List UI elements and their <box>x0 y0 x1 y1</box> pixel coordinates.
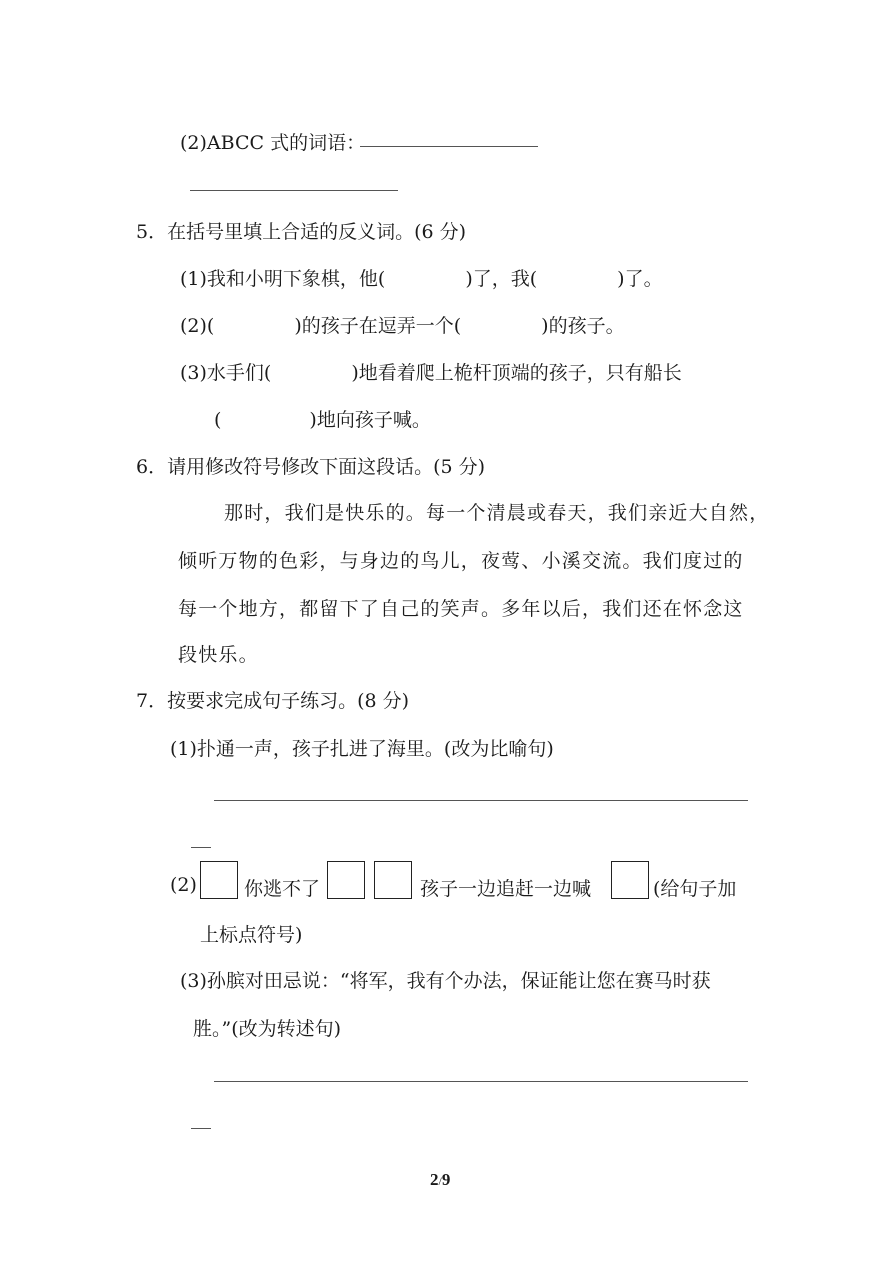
q7-sub1-answer-line[interactable] <box>214 800 748 801</box>
q7-title: 7．按要求完成句子练习。(8 分) <box>136 690 410 712</box>
q5-s2-part3: )的孩子。 <box>541 315 625 337</box>
q5-s3-part2: )地看着爬上桅杆顶端的孩子，只有船长 <box>351 362 682 384</box>
q7-sub3-line1: (3)孙膑对田忌说：“将军，我有个办法，保证能让您在赛马时获 <box>180 970 711 992</box>
punctuation-box-1[interactable] <box>200 861 238 899</box>
q5-s2-part2: )的孩子在逗弄一个( <box>294 315 462 337</box>
q5-title: 5．在括号里填上合适的反义词。(6 分) <box>136 221 467 243</box>
page-number <box>430 1170 450 1190</box>
punctuation-box-3[interactable] <box>374 861 412 899</box>
q7-sub3-line2: 胜。”(改为转述句) <box>193 1018 342 1040</box>
q4-sub2-answer-line-1[interactable] <box>360 146 538 147</box>
q5-sentence-1 <box>180 264 663 291</box>
q7-sub2-part2: 孩子一边追赶一边喊 <box>420 878 592 900</box>
q6-passage-line-1: 那时，我们是快乐的。每一个清晨或春天，我们亲近大自然， <box>224 502 770 524</box>
q5-sentence-2 <box>180 311 625 338</box>
q5-s3-part1: (3)水手们( <box>180 362 272 384</box>
q4-sub2-label: (2)ABCC 式的词语： <box>180 132 366 154</box>
q6-passage-line-2: 倾听万物的色彩，与身边的鸟儿，夜莺、小溪交流。我们度过的 <box>178 550 744 572</box>
q5-sentence-3-line-1 <box>180 358 682 385</box>
total-pages: 9 <box>441 1170 451 1189</box>
current-page: 2 <box>430 1170 439 1189</box>
q5-s1-part3: )了。 <box>617 268 663 290</box>
q7-sub1-prompt: (1)扑通一声，孩子扎进了海里。(改为比喻句) <box>170 738 554 760</box>
q6-title: 6．请用修改符号修改下面这段话。(5 分) <box>136 456 486 478</box>
q7-sub2-part1: 你逃不了 <box>244 878 321 900</box>
q5-s1-part1: (1)我和小明下象棋，他( <box>180 268 386 290</box>
q6-passage-line-4: 段快乐。 <box>178 644 259 666</box>
q5-sentence-3-line-2 <box>214 405 431 432</box>
q5-s2-part1: (2)( <box>180 315 215 337</box>
q5-s1-part2: )了，我( <box>465 268 538 290</box>
q4-sub2-answer-line-2[interactable] <box>190 190 398 191</box>
punctuation-box-2[interactable] <box>327 861 365 899</box>
q7-sub1-answer-line-tail[interactable] <box>191 847 211 848</box>
q7-sub2-part3: (给句子加 <box>653 878 737 900</box>
q7-sub3-answer-line-tail[interactable] <box>191 1128 211 1129</box>
punctuation-box-4[interactable] <box>611 861 649 899</box>
q5-s3-line2-part2: )地向孩子喊。 <box>309 409 431 431</box>
q7-sub3-answer-line[interactable] <box>214 1081 748 1082</box>
q7-sub2-line2: 上标点符号) <box>200 924 303 946</box>
q7-sub2-number: (2) <box>170 874 197 896</box>
page-separator: / <box>438 1174 442 1188</box>
q5-s3-line2-part1: ( <box>214 409 222 431</box>
q6-passage-line-3: 每一个地方，都留下了自己的笑声。多年以后，我们还在怀念这 <box>178 598 744 620</box>
